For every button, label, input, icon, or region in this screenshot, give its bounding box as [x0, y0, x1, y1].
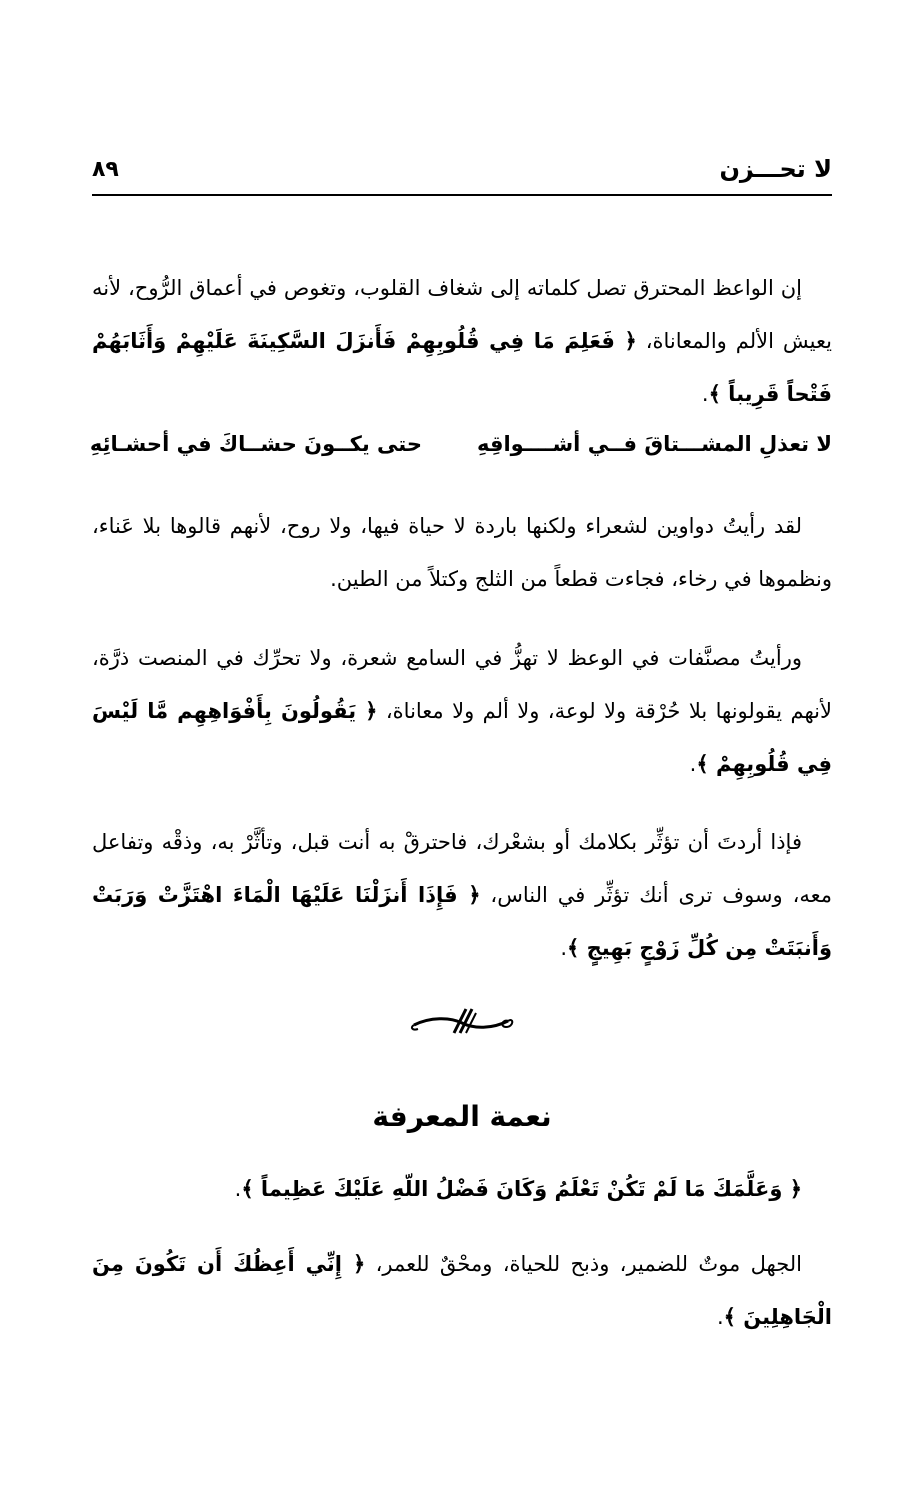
quran-quote: ﴿ وَعَلَّمَكَ مَا لَمْ تَكُنْ تَعْلَمُ وَكَانَ فَضْلُ اللّهِ عَلَيْكَ عَظِيماً ﴾	[241, 1177, 802, 1201]
ornament-divider-icon	[410, 1003, 515, 1037]
page-number: ٨٩	[92, 157, 119, 182]
paragraph-1	[92, 262, 832, 421]
paragraph-5	[92, 1238, 832, 1344]
paragraph-tail: .	[560, 936, 568, 960]
paragraph-text: الجهل موتٌ للضمير، وذبح للحياة، ومحْقٌ للعمر،	[365, 1252, 802, 1276]
page-header	[92, 155, 832, 195]
paragraph-2	[92, 500, 832, 606]
poetry-verse	[89, 432, 832, 472]
paragraph-4	[92, 816, 832, 975]
quran-quote: ﴿ فَعَلِمَ مَا فِي قُلُوبِهِمْ فَأَنزَلَ السَّكِينَةَ عَلَيْهِمْ وَأَثَابَهُمْ فَتْحاً قَرِيباً ﴾	[92, 329, 832, 406]
paragraph-text: لقد رأيتُ دواوين لشعراء ولكنها باردة لا حياة فيها، ولا روح، لأنهم قالوها بلا عَناء، ونظموها في رخاء، فجاءت قطعاً من الثلج وكتلاً من الطين.	[92, 514, 832, 591]
verse-first-hemistich: لا تعذلِ المشـــتاقَ فــي أشــــواقِهِ	[476, 432, 832, 456]
quran-quote: ﴿ إِنِّي أَعِظُكَ أَن تَكُونَ مِنَ الْجَاهِلِينَ ﴾	[92, 1252, 832, 1329]
paragraph-text: فإذا أردتَ أن تؤثِّر بكلامك أو بشعْرك، فاحترقْ به أنت قبل، وتأثَّرْ به، وذقْه وتفاعل معه، وسوف ترى أنك تؤثِّر في الناس،	[92, 830, 832, 907]
running-title: لا تحـــزن	[719, 155, 832, 183]
paragraph-3	[92, 632, 832, 791]
paragraph-tail: .	[234, 1177, 242, 1201]
quran-quote: ﴿ فَإِذَا أَنزَلْنَا عَلَيْهَا الْمَاءَ اهْتَزَّتْ وَرَبَتْ وَأَنبَتَتْ مِن كُلِّ زَوْجٍ بَهِيجٍ ﴾	[92, 883, 832, 960]
paragraph-tail: .	[701, 382, 709, 406]
section-title: نعمة المعرفة	[372, 1100, 552, 1133]
paragraph-text: ورأيتُ مصنَّفات في الوعظ لا تهزُّ في السامع شعرة، ولا تحرِّك في المنصت ذرَّة، لأنهم يقولونها بلا حُرْقة ولا لوعة، ولا ألم ولا معاناة،	[92, 646, 833, 723]
quran-quote: ﴿ يَقُولُونَ بِأَفْوَاهِهِم مَّا لَيْسَ فِي قُلُوبِهِمْ ﴾	[92, 699, 832, 776]
verse-second-hemistich: حتى يكــونَ حشــاكَ في أحشـائِهِ	[89, 432, 422, 456]
paragraph-text: إن الواعظ المحترق تصل كلماته إلى شغاف القلوب، وتغوص في أعماق الرُّوح، لأنه يعيش الألم والمعاناة،	[92, 276, 832, 353]
header-rule	[92, 194, 832, 196]
paragraph-tail: .	[716, 1305, 724, 1329]
paragraph-tail: .	[689, 752, 697, 776]
quran-verse-line	[92, 1163, 832, 1216]
